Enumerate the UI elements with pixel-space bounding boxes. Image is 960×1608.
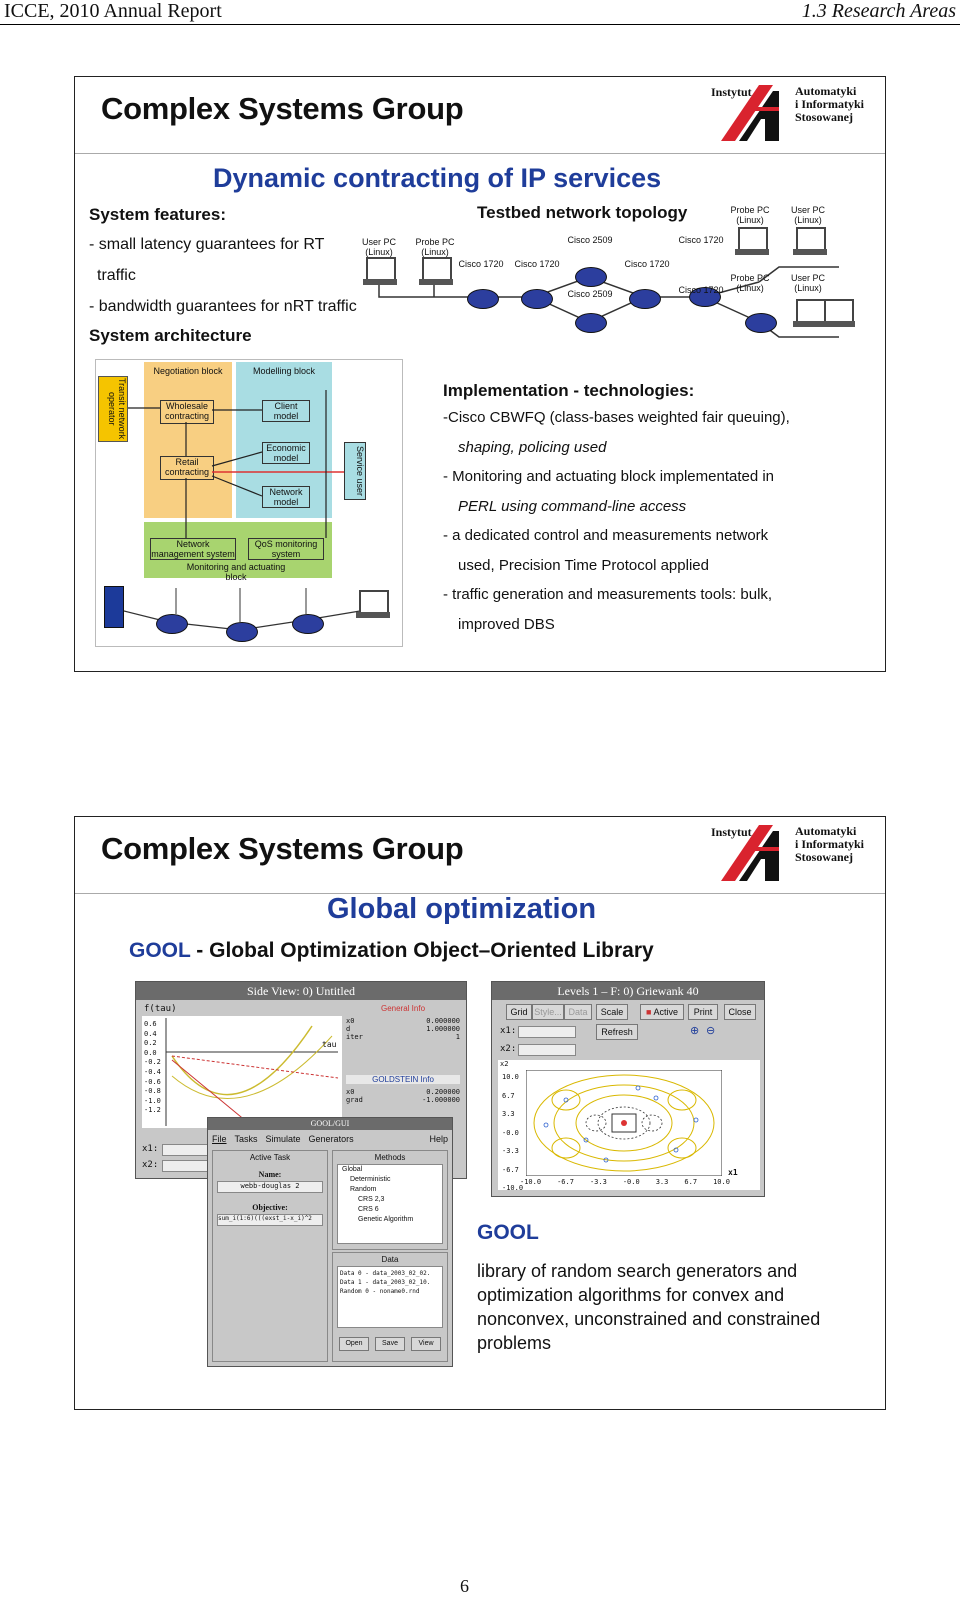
running-header-left: ICCE, 2010 Annual Report: [4, 0, 222, 22]
wholesale-box: Wholesale contracting: [160, 400, 214, 424]
methods-tree: [337, 1164, 443, 1244]
feature-line: traffic: [97, 267, 136, 284]
field-label: x2:: [142, 1160, 159, 1170]
save-button[interactable]: Save: [375, 1337, 405, 1351]
plot-area: [142, 1016, 342, 1128]
router-icon: [575, 267, 607, 287]
name-label: Name:: [258, 1170, 282, 1179]
axis-label: x2: [500, 1060, 509, 1068]
panel-heading: General Info: [380, 1004, 426, 1013]
tree-item[interactable]: Deterministic: [350, 1176, 391, 1183]
institute-logo: [707, 81, 877, 143]
impl-line: - Monitoring and actuating block implementated in: [443, 468, 775, 485]
logo-mark-icon: [721, 825, 795, 881]
info-rows: x0 0.000000 d 1.000000 iter 1: [346, 1017, 460, 1041]
slide-global-optimization: [74, 816, 886, 1410]
topology-label: Probe PC (Linux): [415, 237, 455, 257]
data-item[interactable]: Data 0 - data_2003_02_02.: [340, 1270, 431, 1277]
router-icon: [292, 614, 324, 634]
pc-icon: [419, 257, 453, 287]
slide-dynamic-contracting: [74, 76, 886, 672]
impl-line: - a dedicated control and measurements network: [443, 527, 769, 544]
implementation-heading: Implementation - technologies:: [443, 381, 695, 400]
impl-line: improved DBS: [458, 615, 555, 633]
active-toggle[interactable]: ■ Active: [640, 1004, 684, 1020]
topology-label: User PC (Linux): [790, 205, 825, 225]
logo-text-right: Automatyki i Informatyki Stosowanej: [795, 824, 864, 864]
network-model-box: Network model: [262, 486, 310, 508]
tree-item[interactable]: Global: [342, 1166, 363, 1173]
topology-label: Probe PC (Linux): [730, 273, 770, 293]
slide-main-title: Dynamic contracting of IP services: [213, 163, 662, 193]
menu-tasks[interactable]: Tasks: [234, 1134, 258, 1144]
client-model-box: Client model: [262, 400, 310, 422]
router-icon: [226, 622, 258, 642]
tree-item[interactable]: CRS 6: [358, 1206, 379, 1213]
field-label: x2:: [500, 1044, 517, 1054]
panel-heading: GOLDSTEIN Info: [346, 1075, 460, 1084]
logo-text-left: Instytut: [711, 85, 752, 99]
field-label: x1:: [500, 1026, 517, 1036]
router-icon: [629, 289, 661, 309]
slide-group-title: Complex Systems Group: [101, 831, 464, 866]
grid-button[interactable]: Grid: [506, 1004, 532, 1020]
tree-item[interactable]: Genetic Algorithm: [358, 1216, 414, 1223]
architecture-heading: System architecture: [89, 326, 252, 345]
modelling-block: Modelling block: [236, 362, 332, 518]
x1-input[interactable]: [162, 1144, 210, 1156]
features-heading: System features:: [89, 205, 227, 224]
x2-input[interactable]: [162, 1160, 210, 1172]
y-ticks: 10.0 6.7 3.3 -0.0 -3.3 -6.7 -10.0: [502, 1073, 524, 1192]
monitoring-label: Monitoring and actuating block: [186, 562, 286, 582]
axis-label: x1: [728, 1168, 738, 1177]
methods-panel: [332, 1150, 448, 1250]
router-icon: [156, 614, 188, 634]
pc-icon: [363, 257, 397, 287]
menu-file[interactable]: File: [212, 1134, 227, 1144]
impl-line: -Cisco CBWFQ (class-bases weighted fair queuing),: [443, 409, 790, 426]
running-header: [0, 0, 960, 25]
panel-heading: Active Task: [249, 1153, 291, 1162]
feature-line: - small latency guarantees for RT: [89, 236, 325, 253]
server-icon: [104, 586, 124, 628]
slide-group-title: Complex Systems Group: [101, 91, 464, 126]
field-label: x1:: [142, 1144, 159, 1154]
objective-label: Objective:: [252, 1203, 288, 1212]
gool-description: library of random search generators and optimization algorithms for convex and nonconvex, unconstrained and constrained problems: [477, 1261, 821, 1353]
topology-label: Cisco 1720: [678, 235, 724, 245]
topology-label: User PC (Linux): [790, 273, 825, 293]
contours: [526, 1070, 722, 1176]
levels-window: [491, 981, 765, 1197]
architecture-diagram: [95, 359, 403, 647]
pc-icon: [356, 590, 390, 620]
topology-label: Cisco 1720: [624, 259, 670, 269]
feature-line: - bandwidth guarantees for nRT traffic: [89, 298, 357, 315]
qos-box: QoS monitoring system: [248, 538, 324, 560]
menu-generators[interactable]: Generators: [308, 1134, 354, 1144]
logo-mark-icon: [721, 85, 795, 141]
service-user-box: Service user: [344, 442, 366, 500]
logo-text-left: Instytut: [711, 825, 752, 839]
view-button[interactable]: View: [411, 1337, 441, 1351]
panel-heading: Data: [381, 1255, 399, 1264]
topology-label: Cisco 1720: [678, 285, 724, 295]
curves: [142, 1016, 342, 1128]
panel-heading: Methods: [374, 1153, 406, 1162]
transit-operator-box: Transit network operator: [98, 376, 128, 442]
topology-label: Cisco 1720: [458, 259, 504, 269]
data-list: [337, 1266, 443, 1328]
router-icon: [521, 289, 553, 309]
topology-heading: Testbed network topology: [477, 203, 688, 222]
window-title: GOOL/GUI: [208, 1118, 452, 1130]
impl-line: PERL using command-line access: [458, 497, 687, 515]
axis-label: f(tau): [144, 1004, 177, 1014]
logo-text-right: Automatyki i Informatyki Stosowanej: [795, 84, 864, 124]
style-button[interactable]: Style...: [532, 1004, 564, 1020]
open-button[interactable]: Open: [339, 1337, 369, 1351]
gold-rows: x0 0.200000 grad -1.000000: [346, 1088, 460, 1104]
data-item[interactable]: Data 1 - data_2003_02_10.: [340, 1279, 431, 1286]
institute-logo: [707, 821, 877, 883]
y-ticks: 0.6 0.4 0.2 0.0 -0.2 -0.4 -0.6 -0.8 -1.0 -1.2: [144, 1020, 161, 1115]
zoom-in-icon[interactable]: ⊕: [690, 1025, 700, 1037]
topology-label: Probe PC (Linux): [730, 205, 770, 225]
negotiation-block: Negotiation block: [144, 362, 232, 518]
close-button[interactable]: Close: [724, 1004, 756, 1020]
pc-icon: [735, 227, 769, 257]
print-button[interactable]: Print: [688, 1004, 718, 1020]
slide-main-title: Global optimization: [327, 893, 597, 925]
implementation-section: [443, 381, 873, 639]
active-task-panel: [212, 1150, 328, 1362]
slide-header: [75, 817, 885, 894]
impl-line: shaping, policing used: [458, 438, 607, 456]
scale-button[interactable]: Scale: [596, 1004, 628, 1020]
router-icon: [745, 313, 777, 333]
data-panel: [332, 1252, 448, 1362]
refresh-button[interactable]: Refresh: [596, 1024, 638, 1040]
data-item[interactable]: Random 0 - noname0.rnd: [340, 1288, 420, 1295]
tree-item[interactable]: Random: [350, 1186, 377, 1193]
economic-model-box: Economic model: [262, 442, 310, 464]
menu-help[interactable]: Help: [429, 1134, 448, 1144]
menu-bar: [212, 1134, 448, 1144]
x-ticks: -10.0 -6.7 -3.3 -0.0 3.3 6.7 10.0: [520, 1178, 730, 1186]
topology-label: Cisco 2509: [567, 289, 613, 299]
topology-label: Cisco 1720: [514, 259, 560, 269]
gool-subtitle: GOOL - Global Optimization Object–Oriented Library: [129, 939, 654, 962]
topology-label: User PC (Linux): [361, 237, 396, 257]
x2-input[interactable]: [518, 1044, 576, 1056]
pc-icon: [793, 227, 827, 257]
objective-field[interactable]: sum_i(1:6)(((exst_i-x_i)^2: [217, 1214, 323, 1226]
slide-header: [75, 77, 885, 154]
pc-icon: [821, 299, 855, 329]
data-button[interactable]: Data: [564, 1004, 592, 1020]
contour-plot: [498, 1060, 760, 1190]
gool-heading: GOOL: [477, 1221, 539, 1244]
window-title: Levels 1 – F: 0) Griewank 40: [492, 982, 764, 1000]
nms-box: Network management system: [151, 539, 235, 559]
impl-line: used, Precision Time Protocol applied: [458, 556, 709, 574]
running-header-right: 1.3 Research Areas: [801, 0, 956, 22]
gool-gui-window: [207, 1117, 453, 1367]
name-field[interactable]: webb-douglas 2: [217, 1181, 323, 1193]
tree-item[interactable]: CRS 2,3: [358, 1196, 385, 1203]
retail-box: Retail contracting: [160, 456, 214, 480]
window-title: Side View: 0) Untitled: [136, 982, 466, 1000]
impl-line: - traffic generation and measurements tools: bulk,: [443, 586, 773, 603]
x1-input[interactable]: [518, 1026, 576, 1038]
topology-label: Cisco 2509: [567, 235, 613, 245]
zoom-out-icon[interactable]: ⊖: [706, 1025, 716, 1037]
page-number: 6: [460, 1576, 469, 1596]
axis-label: tau: [322, 1040, 337, 1049]
menu-simulate[interactable]: Simulate: [265, 1134, 301, 1144]
router-icon: [467, 289, 499, 309]
router-icon: [575, 313, 607, 333]
system-features: [89, 205, 379, 346]
